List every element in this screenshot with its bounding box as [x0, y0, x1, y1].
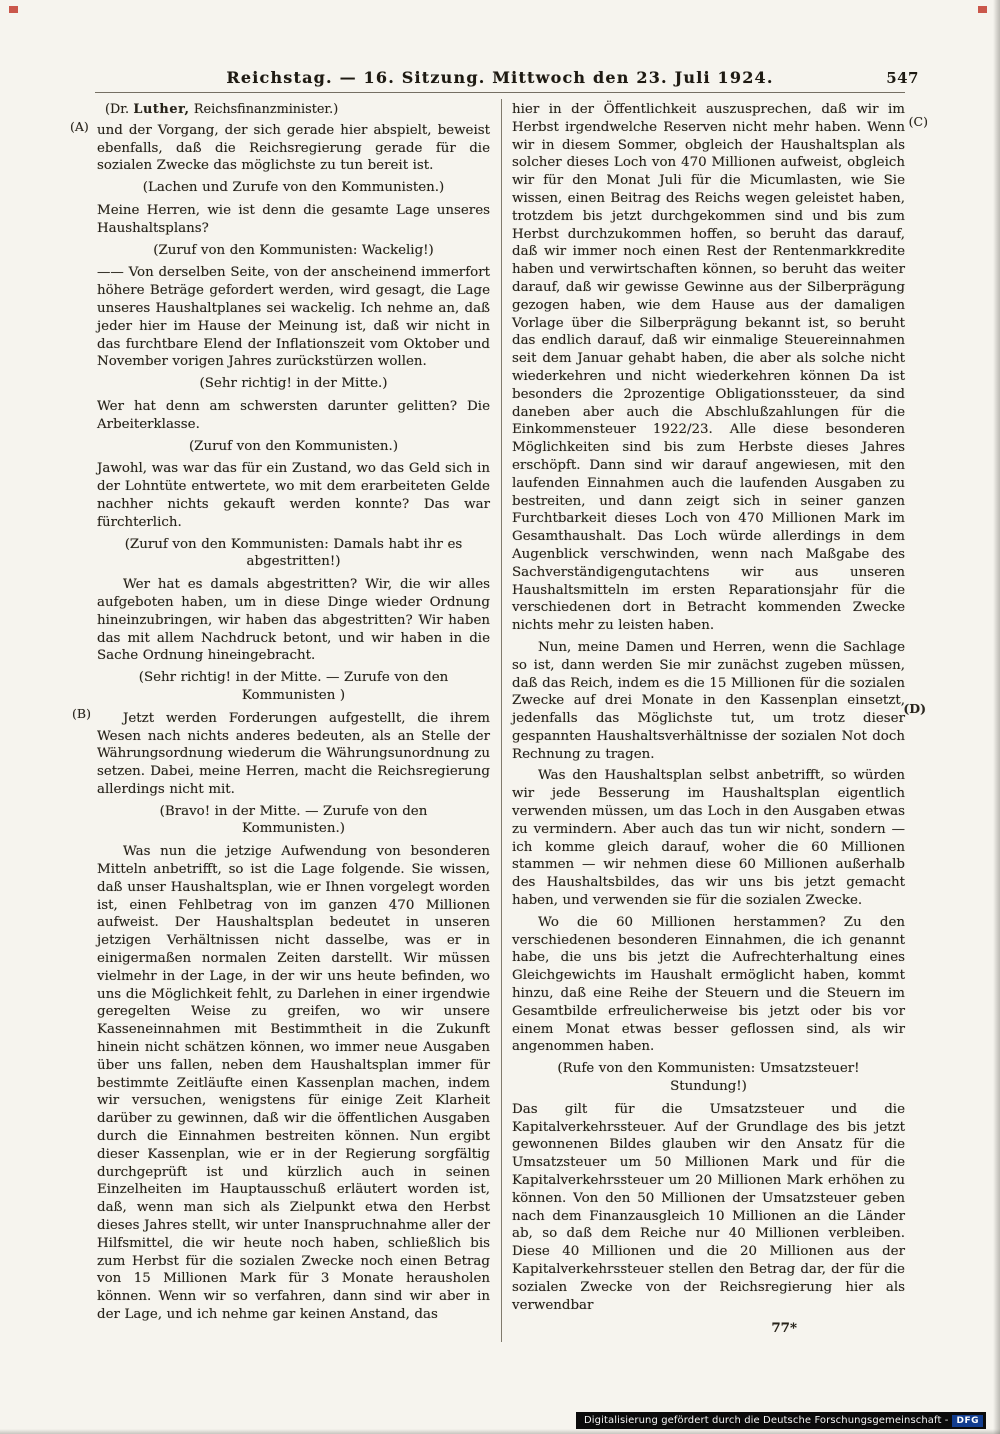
page-number: 547	[886, 69, 919, 87]
speaker-note-suffix: Reichsfinanzminister.)	[189, 102, 339, 117]
stage-direction: (Rufe von den Kommunisten: Umsatzsteuer! Stundung!)	[557, 1061, 860, 1095]
dfg-logo: DFG	[952, 1415, 983, 1427]
page-title: Reichstag. — 16. Sitzung. Mittwoch den 23. Juli 1924.	[226, 68, 774, 87]
sheet-signature: 77*	[771, 1320, 797, 1337]
right-column	[512, 101, 905, 1342]
digitization-credit-text: Digitalisierung gefördert durch die Deutsche Forschungsgemeinschaft -	[583, 1415, 949, 1426]
stage-direction: (Zuruf von den Kommunisten: Damals habt ihr es abgestritten!)	[124, 536, 463, 570]
body-paragraph: —— Von derselben Seite, von der anscheinend immerfort höhere Beträge gefordert werden, wird gesagt, die Lage unseres Haushaltplanes sei wackelig. Ich nehme an, daß jeder hier im Hause der Meinung ist, daß wir nicht in das furchtbare Elend der Inflationszeit vom Oktober und November vorigen Jahres zurückstürzen wollen.	[97, 265, 490, 370]
stage-direction: (Zuruf von den Kommunisten: Wackelig!)	[153, 242, 434, 258]
body-paragraph: Das gilt für die Umsatzsteuer und die Kapitalverkehrssteuer. Auf der Grundlage des bis jetzt gewonnenen Bildes glauben wir den Ansatz für die Umsatzsteuer um 50 Millionen Mark und für die Kapitalverkehrssteuer um 20 Millionen Mark erhöhen zu können. Von den 50 Millionen der Umsatzsteuer geben nach dem Finanzausgleich 10 Millionen an die Länder ab, so daß dem Reiche nur 40 Millionen verbleiben. Diese 40 Millionen und die 20 Millionen aus der Kapitalverkehrssteuer stellen den Betrag dar, der für die sozialen Zwecke von der Reichsregierung hier als verwendbar	[512, 1101, 905, 1313]
speaker-note	[97, 101, 490, 119]
margin-marker-d: (D)	[903, 701, 926, 716]
page-header	[95, 68, 919, 93]
speaker-note-prefix: (Dr.	[105, 102, 134, 117]
stage-direction: (Sehr richtig! in der Mitte.)	[199, 376, 388, 392]
stage-direction: (Sehr richtig! in der Mitte. — Zurufe von den Kommunisten )	[138, 670, 449, 703]
body-paragraph: Wer hat denn am schwersten darunter gelitten? Die Arbeiterklasse.	[97, 398, 490, 432]
body-paragraph: Was den Haushaltsplan selbst anbetrifft, so würden wir jede Besserung im Haushaltsplan eigentlich verwenden müssen, um das Loch in den Ausgaben etwas zu vermindern. Aber auch das tun wir nicht, sondern — ich komme gleich darauf, woher die 60 Millionen stammen — wir nehmen diese 60 Millionen außerhalb des Haushaltsbildes, das wir uns bis jetzt gemacht haben, und verwenden sie für die sozialen Zwecke.	[512, 768, 905, 909]
margin-marker-a: (A)	[70, 119, 89, 134]
column-divider-rule	[501, 99, 502, 1342]
margin-marker-c: (C)	[908, 114, 928, 129]
body-paragraph: Wer hat es damals abgestritten? Wir, die wir alles aufgeboten haben, um in diese Dinge wieder Ordnung hineinzubringen, wir haben das abgestritten? Wir haben das mit allem Nachdruck betont, und wir haben in die Sache Ordnung hineingebracht.	[97, 577, 490, 664]
body-paragraph: Wo die 60 Millionen herstammen? Zu den verschiedenen besonderen Einnahmen, die ich genannt habe, die uns bis jetzt die Aufrechterhaltung eines Gleichgewichts im Haushalt ermöglicht haben, kommt hinzu, daß eine Reihe der Steuern und die Steuern im Gesamtbilde erfreulicherweise bis jetzt oder bis vor einem Monat etwas besser geflossen sind, als wir angenommen haben.	[512, 914, 905, 1055]
scan-registration-mark	[978, 6, 987, 13]
speaker-name: Luther,	[133, 102, 190, 117]
scan-registration-mark	[9, 6, 18, 13]
body-paragraph: Meine Herren, wie ist denn die gesamte Lage unseres Haushaltsplans?	[97, 202, 490, 236]
stage-direction: (Zuruf von den Kommunisten.)	[188, 438, 399, 454]
stage-direction: (Bravo! in der Mitte. — Zurufe von den Kommunisten.)	[159, 803, 428, 837]
body-paragraph: hier in der Öffentlichkeit auszusprechen, daß wir im Herbst irgendwelche Reserven nicht mehr haben. Wenn wir in diesem Sommer, obgleich der Haushaltsplan als solcher dieses Loch von 470 Millionen aufweist, obgleich wir für den Monat Juli für die Micumlasten, wie Sie wissen, einen Beitrag des Reichs wegen geleistet haben, trotzdem bis jetzt durchgekommen sind und bis zum Herbst durchzukommen hoffen, so beruht das darauf, daß wir immer noch einen Rest der Rentenmarkkredite haben und verwirtschaften können, so beruht das weiter darauf, daß wir gewisse Gewinne aus der Silberprägung gezogen haben, wie dem Hause aus der damaligen Vorlage über die Silberprägung bekannt ist, so beruht das endlich darauf, daß wir einmalige Steuereinnahmen seit dem Januar gehabt haben, die aber als solche nicht wiederkehren und nicht wiederkehren können Da ist besonders die 2prozentige Obligationssteuer, da sind daneben aber auch die Abschlußzahlungen für die Einkommensteuer 1922/23. Alle diese besonderen Möglichkeiten sind bis zum Herbste dieses Jahres erschöpft. Dann sind wir darauf angewiesen, mit den laufenden Einnahmen auch die laufenden Ausgaben zu bestreiten, und dann zeigt sich in seiner ganzen Furchtbarkeit dieses Loch von 470 Millionen Mark im Gesamthaushalt. Das Loch würde allerdings in dem Augenblick verschwinden, wenn nach Maßgabe des Sachverständigengutachtens wir aus unseren Haushaltsmitteln im ersten Reparationsjahr für die verschiedenen dort in Betracht kommenden Zwecke nichts mehr zu leisten haben.	[512, 102, 905, 634]
left-column	[97, 101, 490, 1342]
text-columns	[97, 101, 905, 1342]
margin-marker-b: (B)	[72, 706, 91, 721]
digitization-footer-bar	[576, 1412, 986, 1429]
stage-direction: (Lachen und Zurufe von den Kommunisten.)	[142, 180, 445, 196]
body-paragraph: Jetzt werden Forderungen aufgestellt, die ihrem Wesen nach nichts anderes bedeuten, als an Stelle der Währungsordnung wiederum die Währungsunordnung zu setzen. Dabei, meine Herren, macht die Reichsregierung allerdings nicht mit.	[97, 710, 490, 797]
body-paragraph: Nun, meine Damen und Herren, wenn die Sachlage so ist, dann werden Sie mir zunächst zugeben müssen, daß das Reich, indem es die 15 Millionen für die sozialen Zwecke auf drei Monate in den Kassenplan einsetzt, jedenfalls das Möglichste tut, um trotz dieser gespannten Haushaltsverhältnisse der sozialen Not doch Rechnung zu tragen.	[512, 639, 905, 762]
body-paragraph: und der Vorgang, der sich gerade hier abspielt, beweist ebenfalls, daß die Reichsregierung gerade für die sozialen Zwecke das möglichste zu tun bereit ist.	[97, 122, 490, 174]
body-paragraph: Was nun die jetzige Aufwendung von besonderen Mitteln anbetrifft, so ist die Lage folgende. Sie wissen, daß unser Haushaltsplan, wie er Ihnen vorgelegt worden ist, einen Fehlbetrag von im ganzen 470 Millionen aufweist. Der Haushaltsplan bedeutet in unseren jetzigen Verhältnissen nicht dasselbe, was er in einigermaßen normalen Zeiten darstellt. Wir müssen vielmehr in der Lage, in der wir uns heute befinden, wo uns die Möglichkeit fehlt, zu Darlehen in einer irgendwie geregelten Weise zu greifen, wo wir unsere Kasseneinnahmen mit Bestimmtheit in die Zukunft hinein nicht schätzen können, wo immer neue Ausgaben über uns fallen, neben dem Haushaltsplan immer für bestimmte Zeitläufte einen Kassenplan machen, indem wir versuchen, wenigstens für einige Zeit Klarheit darüber zu gewinnen, daß wir die öffentlichen Ausgaben durch die Einnahmen bestreiten können. Nun ergibt dieser Kassenplan, wie er in der Regierung sorgfältig durchgeprüft ist und kürzlich auch in seinen Einzelheiten im Hauptausschuß erläutert worden ist, daß, wenn man sich als Zielpunkt etwa den Herbst dieses Jahres stellt, wir unter Inanspruchnahme aller der Hilfsmittel, die wir heute noch haben, schließlich bis zum Herbst für die sozialen Zwecke noch einen Betrag von 15 Millionen Mark für 3 Monate herausholen können. Wenn wir so verfahren, dann sind wir aber in der Lage, und ich nehme gar keinen Anstand, das	[97, 844, 490, 1322]
body-paragraph: Jawohl, was war das für ein Zustand, wo das Geld sich in der Lohntüte entwertete, wo mit dem erarbeiteten Gelde nachher nichts gekauft werden konnte? Das war fürchterlich.	[97, 461, 490, 530]
